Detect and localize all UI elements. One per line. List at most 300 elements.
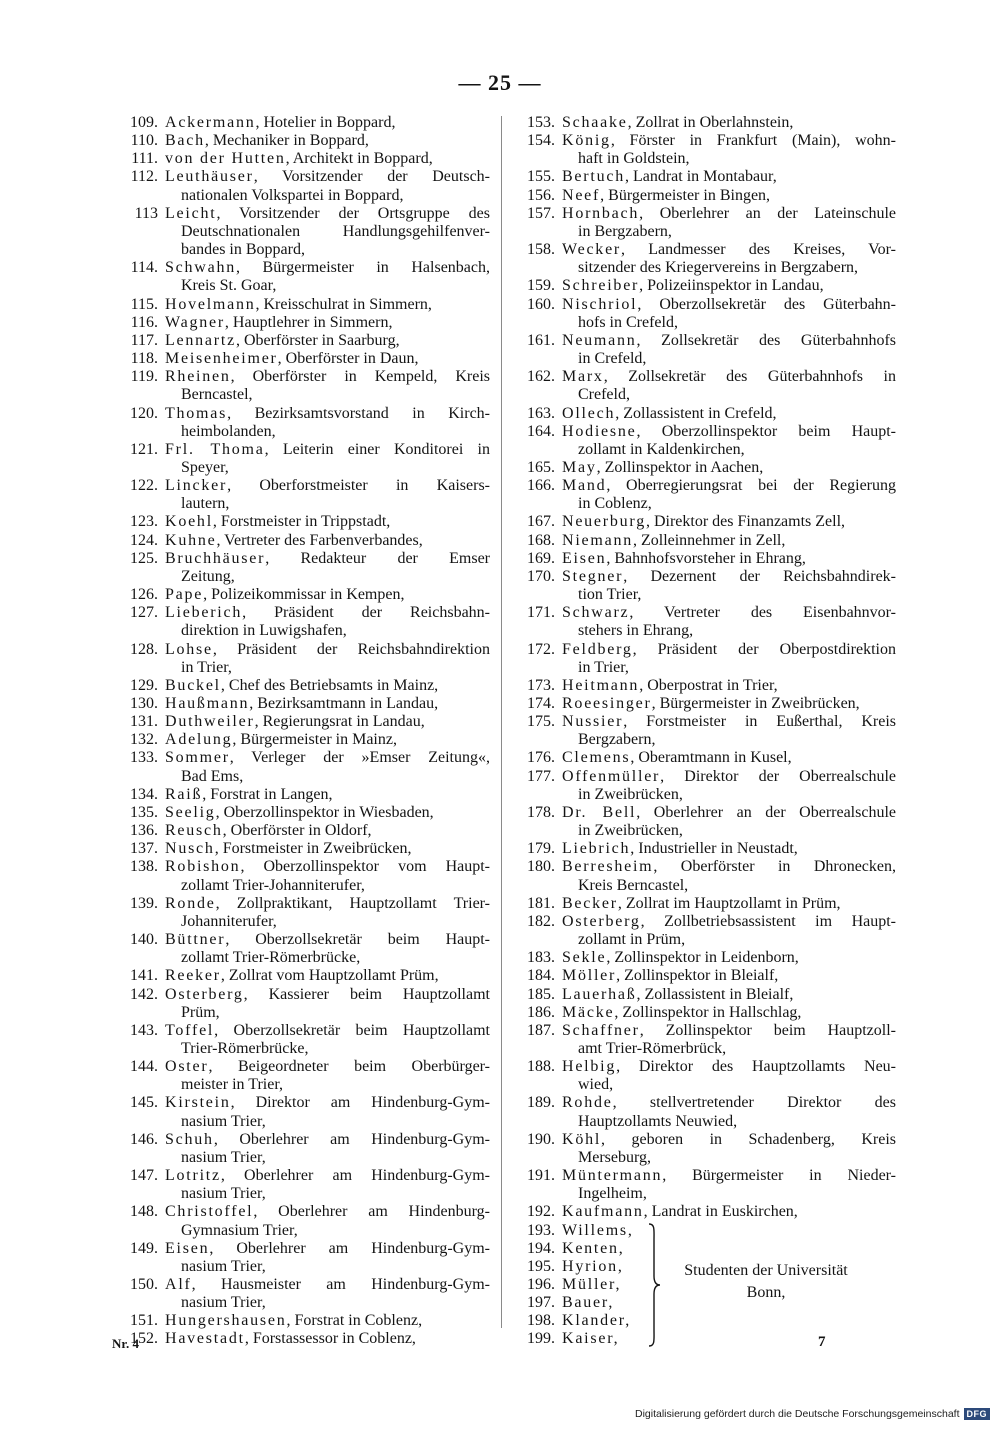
surname: Leuthäuser <box>165 168 254 186</box>
surname: von der Hutten <box>165 150 286 168</box>
entry-line: Lohse, Präsident der Reichsbahndirektion <box>165 640 490 658</box>
entry-number: 110. <box>130 132 158 150</box>
entry-text <box>562 695 896 713</box>
entry-continuation-line: nasium Trier, <box>181 1112 266 1130</box>
entry-line: Meisenheimer, Oberförster in Daun, <box>165 350 419 368</box>
list-item <box>112 1312 490 1330</box>
surname: Christoffel <box>165 1203 254 1221</box>
entry-text <box>165 641 490 677</box>
entry-continuation-line: amt Trier-Römerbrück, <box>578 1039 727 1057</box>
list-item <box>112 931 490 967</box>
surname: Wecker <box>562 241 622 259</box>
list-item <box>512 713 896 749</box>
entry-text <box>562 513 896 531</box>
entry-line: Leicht, Vorsitzender der Ortsgruppe des <box>165 204 490 222</box>
entry-text <box>165 114 490 132</box>
entry-number: 156. <box>527 186 555 204</box>
list-item <box>512 205 896 241</box>
entry-number: 187. <box>527 1021 555 1039</box>
entry-number: 160. <box>527 295 555 313</box>
list-item <box>512 768 896 804</box>
entry-number: 179. <box>527 840 555 858</box>
entry-continuation-line: nasium Trier, <box>181 1185 266 1203</box>
list-item <box>112 1094 490 1130</box>
surname: Raiß <box>165 785 203 803</box>
list-item <box>112 368 490 404</box>
surname: Lotritz <box>165 1167 221 1185</box>
surname: Leicht <box>165 204 217 222</box>
entry-line: Nischriol, Oberzollsekretär des Güterbahn- <box>562 295 896 313</box>
entry-number: 167. <box>527 513 555 531</box>
surname: Liebrich <box>562 840 631 858</box>
entry-number: 193. <box>527 1221 555 1239</box>
right-column-entries <box>512 114 896 1222</box>
entry-line: Bertuch, Landrat in Montabaur, <box>562 168 777 186</box>
list-item <box>512 1312 642 1330</box>
entry-number: 116. <box>130 313 158 331</box>
entry-text <box>562 804 896 840</box>
entry-text <box>165 332 490 350</box>
entry-text <box>165 1276 490 1312</box>
entry-continuation-line: stehers in Ehrang, <box>578 622 694 640</box>
entry-line: Büttner, Oberzollsekretär beim Haupt- <box>165 931 490 949</box>
entry-number: 151. <box>130 1312 158 1330</box>
entry-text <box>562 1058 896 1094</box>
list-item <box>112 604 490 640</box>
entry-text <box>562 114 896 132</box>
entry-text <box>165 1203 490 1239</box>
list-item <box>512 604 896 640</box>
entry-text <box>562 677 896 695</box>
entry-line: Schaffner, Zollinspektor beim Hauptzoll- <box>562 1021 896 1039</box>
surname: Reusch <box>165 822 223 840</box>
entry-continuation-line: in Trier, <box>578 658 629 676</box>
entry-line: Liebrich, Industrieller in Neustadt, <box>562 840 798 858</box>
surname: Neumann <box>562 331 637 349</box>
signature-mark: 7 <box>818 1334 826 1350</box>
entry-text <box>562 423 896 459</box>
student-name: Hyrion, <box>562 1257 624 1275</box>
entry-number: 165. <box>527 458 555 476</box>
surname: Eisen <box>562 549 607 567</box>
surname: Hodiesne <box>562 422 637 440</box>
entry-number: 161. <box>527 331 555 349</box>
entry-line: Schwarz, Vertreter des Eisenbahnvor- <box>562 604 896 622</box>
entry-text <box>562 858 896 894</box>
entry-text <box>165 804 490 822</box>
entry-text <box>562 1004 896 1022</box>
entry-line: von der Hutten, Architekt in Boppard, <box>165 150 433 168</box>
entry-continuation-line: heimbolanden, <box>181 422 276 440</box>
entry-continuation-line: direktion in Luwigshafen, <box>181 622 347 640</box>
entry-number: 120. <box>130 404 158 422</box>
surname: Kirstein <box>165 1094 231 1112</box>
entry-number: 130. <box>130 695 158 712</box>
entry-line: Lincker, Oberforstmeister in Kaisers- <box>165 477 490 495</box>
surname: Alf <box>165 1276 192 1293</box>
entry-line: Kirstein, Direktor am Hindenburg-Gym- <box>165 1094 490 1112</box>
entry-line: Osterberg, Kassierer beim Hauptzollamt <box>165 985 490 1003</box>
entry-line: Haußmann, Bezirksamtmann in Landau, <box>165 695 439 712</box>
entry-line: Lieberich, Präsident der Reichsbahn- <box>165 604 490 622</box>
surname: Schaake <box>562 114 628 131</box>
entry-number: 197. <box>527 1294 555 1312</box>
surname: Bach <box>165 132 205 150</box>
surname: Stegner <box>562 567 624 585</box>
surname: Lauerhaß <box>562 985 637 1003</box>
entry-text <box>562 1131 896 1167</box>
entry-line: Schuh, Oberlehrer am Hindenburg-Gym- <box>165 1130 490 1148</box>
entry-text <box>165 840 490 858</box>
entry-line: Pape, Polizeikommissar in Kempen, <box>165 586 405 604</box>
list-item <box>512 1240 642 1258</box>
surname: Rheinen <box>165 368 231 386</box>
entry-continuation-line: sitzender des Kriegervereins in Bergzabern, <box>578 259 859 277</box>
entry-text <box>165 314 490 332</box>
entry-number: 163. <box>527 404 555 422</box>
entry-text <box>165 1131 490 1167</box>
surname: Möller <box>562 967 617 985</box>
entry-line: König, Förster in Frankfurt (Main), wohn- <box>562 132 896 150</box>
entry-number: 121. <box>130 440 158 458</box>
entry-number: 141. <box>130 967 158 985</box>
entry-number: 118. <box>130 350 158 368</box>
surname: Nussier <box>562 713 624 731</box>
entry-text <box>562 568 896 604</box>
entry-text <box>165 1240 490 1276</box>
entry-number: 158. <box>527 241 555 259</box>
surname: Sekle <box>562 949 607 967</box>
surname: Becker <box>562 894 618 912</box>
surname: Lennartz <box>165 331 236 349</box>
surname: Rohde <box>562 1094 613 1112</box>
entry-number: 122. <box>130 477 158 495</box>
entry-continuation-line: Johanniterufer, <box>181 912 277 930</box>
list-item <box>112 168 490 204</box>
surname: Sommer <box>165 749 230 767</box>
entry-text <box>562 749 896 767</box>
entry-continuation-line: Speyer, <box>181 458 229 476</box>
entry-continuation-line: zollamt in Prüm, <box>578 931 686 949</box>
entry-number: 159. <box>527 277 555 295</box>
list-item <box>512 1058 896 1094</box>
entry-continuation-line: hofs in Crefeld, <box>578 313 678 331</box>
list-item <box>112 713 490 731</box>
entry-number: 135. <box>130 803 158 821</box>
surname: Seelig <box>165 803 216 821</box>
entry-line: Lennartz, Oberförster in Saarburg, <box>165 331 400 349</box>
entry-continuation-line: nationalen Volkspartei in Boppard, <box>181 186 404 204</box>
entry-line: Offenmüller, Direktor der Oberrealschule <box>562 767 896 785</box>
entry-number: 129. <box>130 676 158 694</box>
entry-number: 180. <box>527 858 555 876</box>
entry-continuation-line: in Zweibrücken, <box>578 785 683 803</box>
list-item <box>512 949 896 967</box>
list-item <box>512 568 896 604</box>
entry-line: Berresheim, Oberförster in Dhronecken, <box>562 858 896 876</box>
entry-text <box>562 459 896 477</box>
entry-text <box>165 150 490 168</box>
entry-text <box>165 405 490 441</box>
entry-text <box>562 768 896 804</box>
entry-number: 111. <box>131 150 158 168</box>
entry-text <box>562 1022 896 1058</box>
entry-number: 115. <box>130 295 158 313</box>
entry-text <box>562 1167 896 1203</box>
entry-continuation-line: Hauptzollamts Neuwied, <box>578 1112 738 1130</box>
entry-text <box>165 132 490 150</box>
entry-continuation-line: Bad Ems, <box>181 767 244 785</box>
entry-text <box>562 641 896 677</box>
entry-number: 144. <box>130 1058 158 1076</box>
entry-line: Eisen, Bahnhofsvorsteher in Ehrang, <box>562 549 806 567</box>
entry-continuation-line: nasium Trier, <box>181 1257 266 1275</box>
surname: Ackermann <box>165 114 256 131</box>
list-item <box>512 1004 896 1022</box>
entry-text <box>165 786 490 804</box>
entry-text <box>165 677 490 695</box>
list-item <box>512 695 896 713</box>
entry-text <box>165 259 490 295</box>
list-item <box>112 1167 490 1203</box>
entry-line: Schreiber, Polizeiinspektor in Landau, <box>562 277 824 295</box>
entry-text <box>165 749 490 785</box>
entry-continuation-line: wied, <box>578 1076 614 1094</box>
entry-number: 175. <box>527 713 555 731</box>
entry-line: Kuhne, Vertreter des Farbenverbandes, <box>165 531 423 549</box>
entry-number: 150. <box>130 1276 158 1293</box>
entry-number: 181. <box>527 894 555 912</box>
entry-line: Lauerhaß, Zollassistent in Bleialf, <box>562 985 794 1003</box>
entry-number: 153. <box>527 114 555 131</box>
entry-line: Rohde, stellvertretender Direktor des <box>562 1094 896 1112</box>
list-item <box>512 986 896 1004</box>
list-item <box>512 1330 642 1348</box>
list-item <box>112 477 490 513</box>
entry-continuation-line: bandes in Boppard, <box>181 241 305 259</box>
entry-text <box>165 168 490 204</box>
entry-continuation-line: in Crefeld, <box>578 350 647 368</box>
entry-text <box>562 332 896 368</box>
list-item <box>512 804 896 840</box>
entry-line: Ollech, Zollassistent in Crefeld, <box>562 404 777 422</box>
entry-line: Adelung, Bürgermeister in Mainz, <box>165 731 397 749</box>
surname: Roeesinger <box>562 695 652 712</box>
entry-line: Robishon, Oberzollinspektor vom Haupt- <box>165 858 490 876</box>
entry-line: Oster, Beigeordneter beim Oberbürger- <box>165 1058 490 1076</box>
entry-line: Helbig, Direktor des Hauptzollamts Neu- <box>562 1058 896 1076</box>
list-item <box>112 114 490 132</box>
surname: May <box>562 458 597 476</box>
list-item <box>512 895 896 913</box>
entry-line: Bach, Mechaniker in Boppard, <box>165 132 369 150</box>
student-group-label-line2: Bonn, <box>746 1283 786 1301</box>
entry-number: 168. <box>527 531 555 549</box>
list-item <box>512 913 896 949</box>
entry-line: Osterberg, Zollbetriebsassistent im Haupt- <box>562 912 896 930</box>
surname: Osterberg <box>562 912 641 930</box>
list-item <box>112 1330 490 1348</box>
list-item <box>512 187 896 205</box>
list-item <box>112 441 490 477</box>
list-item <box>512 1022 896 1058</box>
list-item <box>512 114 896 132</box>
entry-line: Duthweiler, Regierungsrat in Landau, <box>165 713 425 731</box>
surname: Neuerburg <box>562 513 646 531</box>
entry-text <box>562 949 896 967</box>
entry-continuation-line: Ingelheim, <box>578 1185 647 1203</box>
entry-text <box>165 477 490 513</box>
entry-text <box>165 296 490 314</box>
list-item <box>512 641 896 677</box>
list-item <box>512 277 896 295</box>
entry-continuation-line: Trier-Römerbrücke, <box>181 1039 309 1057</box>
surname: Marx <box>562 368 604 386</box>
curly-brace <box>646 1222 662 1348</box>
entry-number: 142. <box>130 985 158 1003</box>
entry-number: 124. <box>130 531 158 549</box>
entry-continuation-line: lautern, <box>181 495 230 513</box>
list-item <box>512 477 896 513</box>
student-group <box>512 1222 896 1349</box>
entry-line: Möller, Zollinspektor in Bleialf, <box>562 967 779 985</box>
entry-line: Rheinen, Oberförster in Kempeld, Kreis <box>165 368 490 386</box>
list-item <box>112 967 490 985</box>
surname: Wagner <box>165 313 225 331</box>
entry-text <box>562 168 896 186</box>
entry-text <box>562 895 896 913</box>
list-item <box>512 840 896 858</box>
list-item <box>112 641 490 677</box>
entry-line: Roeesinger, Bürgermeister in Zweibrücken, <box>562 695 860 712</box>
list-item <box>112 532 490 550</box>
entry-number: 147. <box>130 1167 158 1185</box>
entry-text <box>165 1058 490 1094</box>
entry-number: 184. <box>527 967 555 985</box>
entry-number: 185. <box>527 985 555 1003</box>
entry-line: Nussier, Forstmeister in Eußerthal, Kreis <box>562 713 896 731</box>
entry-line: Nusch, Forstmeister in Zweibrücken, <box>165 840 412 858</box>
entry-continuation-line: meister in Trier, <box>181 1076 284 1094</box>
entry-number: 134. <box>130 785 158 803</box>
surname: Meisenheimer <box>165 350 278 368</box>
surname: Duthweiler <box>165 713 255 731</box>
entry-text <box>165 731 490 749</box>
entry-line: Hungershausen, Forstrat in Coblenz, <box>165 1312 423 1330</box>
entry-line: Stegner, Dezernent der Reichsbahndirek- <box>562 567 896 585</box>
list-item <box>112 332 490 350</box>
entry-text <box>165 1094 490 1130</box>
entry-line: Heitmann, Oberpostrat in Trier, <box>562 676 778 694</box>
surname: Lieberich <box>165 604 243 622</box>
entry-number: 143. <box>130 1021 158 1039</box>
list-item <box>112 786 490 804</box>
list-item <box>512 1258 642 1276</box>
entry-text <box>562 241 896 277</box>
entry-number: 109. <box>130 114 158 131</box>
footer-text: Digitalisierung gefördert durch die Deutsche Forschungsgemeinschaft <box>634 1408 960 1420</box>
list-item <box>112 405 490 441</box>
entry-number: 138. <box>130 858 158 876</box>
list-item <box>512 296 896 332</box>
surname: Kuhne <box>165 531 217 549</box>
list-item <box>512 1094 896 1130</box>
list-item <box>512 1222 642 1240</box>
entry-line: Christoffel, Oberlehrer am Hindenburg- <box>165 1203 490 1221</box>
entry-text <box>562 550 896 568</box>
entry-line: Mand, Oberregierungsrat bei der Regierung <box>562 477 896 495</box>
entry-number: 190. <box>527 1130 555 1148</box>
entry-number: 119. <box>130 368 158 386</box>
surname: Haußmann <box>165 695 250 712</box>
entry-number: 128. <box>130 640 158 658</box>
surname: Schreiber <box>562 277 640 295</box>
surname: Helbig <box>562 1058 617 1076</box>
entry-line: Müntermann, Bürgermeister in Nieder- <box>562 1167 896 1185</box>
entry-text <box>562 532 896 550</box>
entry-text <box>562 840 896 858</box>
entry-number: 126. <box>130 586 158 604</box>
entry-number: 189. <box>527 1094 555 1112</box>
entry-number: 127. <box>130 604 158 622</box>
entry-line: Ackermann, Hotelier in Boppard, <box>165 114 396 131</box>
entry-line: Becker, Zollrat im Hauptzollamt in Prüm, <box>562 894 841 912</box>
student-name: Kaiser, <box>562 1330 620 1348</box>
entry-number: 173. <box>527 676 555 694</box>
list-item <box>112 731 490 749</box>
entry-continuation-line: Crefeld, <box>578 386 630 404</box>
list-item <box>512 1167 896 1203</box>
entry-number: 177. <box>527 767 555 785</box>
entry-text <box>562 368 896 404</box>
entry-continuation-line: Kreis Berncastel, <box>578 876 689 894</box>
entry-continuation-line: nasium Trier, <box>181 1294 266 1312</box>
list-item <box>512 1131 896 1167</box>
entry-continuation-line: tion Trier, <box>578 586 642 604</box>
entry-number: 166. <box>527 477 555 495</box>
entry-line: Hovelmann, Kreisschulrat in Simmern, <box>165 295 432 313</box>
entry-number: 112. <box>130 168 158 186</box>
entry-text <box>562 967 896 985</box>
entry-text <box>165 986 490 1022</box>
entry-text <box>165 695 490 713</box>
entry-continuation-line: Prüm, <box>181 1003 220 1021</box>
entry-line: Feldberg, Präsident der Oberpostdirektion <box>562 640 896 658</box>
entry-number: 176. <box>527 749 555 767</box>
list-item <box>512 332 896 368</box>
list-item <box>112 1058 490 1094</box>
entry-line: Mäcke, Zollinspektor in Hallschlag, <box>562 1003 802 1021</box>
surname: Müntermann <box>562 1167 663 1185</box>
surname: Hungershausen <box>165 1312 287 1330</box>
entry-continuation-line: zollamt in Kaldenkirchen, <box>578 440 745 458</box>
list-item <box>112 1276 490 1312</box>
entry-line: Neuerburg, Direktor des Finanzamts Zell, <box>562 513 846 531</box>
entry-text <box>165 1312 490 1330</box>
entry-text <box>165 350 490 368</box>
entry-text <box>165 513 490 531</box>
list-item <box>512 132 896 168</box>
entry-number: 136. <box>130 822 158 840</box>
student-list <box>512 1222 642 1349</box>
list-item <box>512 513 896 531</box>
student-name: Willems, <box>562 1221 634 1239</box>
entry-text <box>165 586 490 604</box>
surname: Niemann <box>562 531 633 549</box>
surname: Ronde <box>165 894 216 912</box>
list-item <box>112 296 490 314</box>
dfg-logo: DFG <box>964 1408 991 1420</box>
